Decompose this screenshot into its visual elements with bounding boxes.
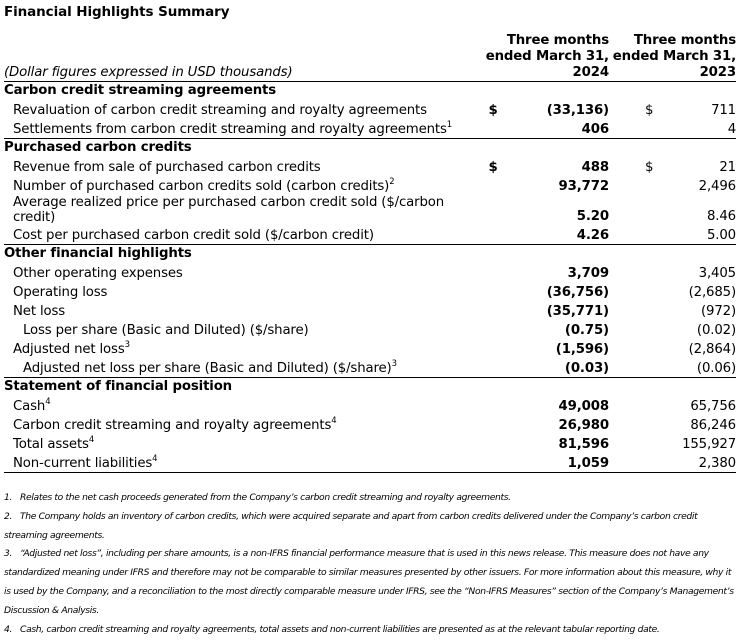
footnote-4: 4. Cash, carbon credit streaming and royalty agreements, total assets and non-current liabilities are presented as at the relevant tabular reporting date.	[4, 623, 660, 635]
financial-highlights-table	[4, 33, 736, 473]
table-row: Cash$^4$ 49,008 65,756	[13, 397, 736, 414]
table-row: Adjusted net loss$^3$ (1,596) (2,864)	[13, 340, 736, 357]
footnote-1: 1. Relates to the net cash proceeds generated from the Company’s carbon credit streaming and royalty agreements.	[4, 492, 511, 503]
footnotes	[4, 489, 734, 639]
table-row: Non-current liabilities$^4$ 1,059 2,380	[4, 453, 736, 473]
column-header-2023: Three months ended March 31, 2023	[612, 33, 736, 80]
table-row: Carbon credit streaming and royalty agreements$^4$ 26,980 86,246	[13, 416, 736, 433]
section-header: Carbon credit streaming agreements	[4, 83, 276, 98]
document-title: Financial Highlights Summary	[4, 4, 230, 20]
table-row: Net loss (35,771) (972)	[13, 304, 736, 319]
table-row: Loss per share (Basic and Diluted) ($/share) (0.75) (0.02)	[23, 323, 736, 338]
section-header: Statement of financial position	[4, 379, 232, 394]
table-row: Settlements from carbon credit streaming and royalty agreements$^1$ 406 4	[4, 119, 736, 139]
table-row: Other operating expenses 3,709 3,405	[13, 266, 736, 281]
section-header: Other financial highlights	[4, 246, 192, 261]
section-header: Purchased carbon credits	[4, 140, 192, 155]
table-row: Total assets$^4$ 81,596 155,927	[13, 435, 736, 452]
table-row: Adjusted net loss per share (Basic and Diluted) ($/share)$^3$ (0.03) (0.06)	[4, 358, 736, 378]
units-note: (Dollar figures expressed in USD thousands)	[4, 65, 293, 80]
footnote-2: 2. The Company holds an inventory of carbon credits, which were acquired separate and apart from carbon credits delivered under the Company’s carbon credit streaming agreements.	[4, 510, 698, 541]
table-row: Revaluation of carbon credit streaming and royalty agreements $ (33,136) $ 711	[13, 103, 736, 118]
footnote-3: 3. “Adjusted net loss”, including per share amounts, is a non-IFRS financial performance measure that is used in this news release. This measure does not have any standardized meaning under IFRS and therefore may not be comparable to similar measures presented by other issuers. For more information about this measure, why it is used by the Company, and a reconciliation to the most directly comparable measure under IFRS, see the “Non-IFRS Measures” section of the Company’s Management’s Discussion & Analysis.	[4, 548, 734, 616]
table-row: Average realized price per purchased carbon credit sold ($/carbon credit) 5.20 8.46	[13, 195, 736, 225]
table-row: Number of purchased carbon credits sold (carbon credits)$^2$ 93,772 2,496	[13, 177, 736, 194]
table-row: Cost per purchased carbon credit sold ($/carbon credit) 4.26 5.00	[4, 225, 736, 245]
table-row: Revenue from sale of purchased carbon credits $ 488 $ 21	[13, 160, 736, 175]
column-header-2024: Three months ended March 31, 2024	[485, 33, 609, 80]
table-row: Operating loss (36,756) (2,685)	[13, 285, 736, 300]
table-header-row	[4, 33, 736, 82]
